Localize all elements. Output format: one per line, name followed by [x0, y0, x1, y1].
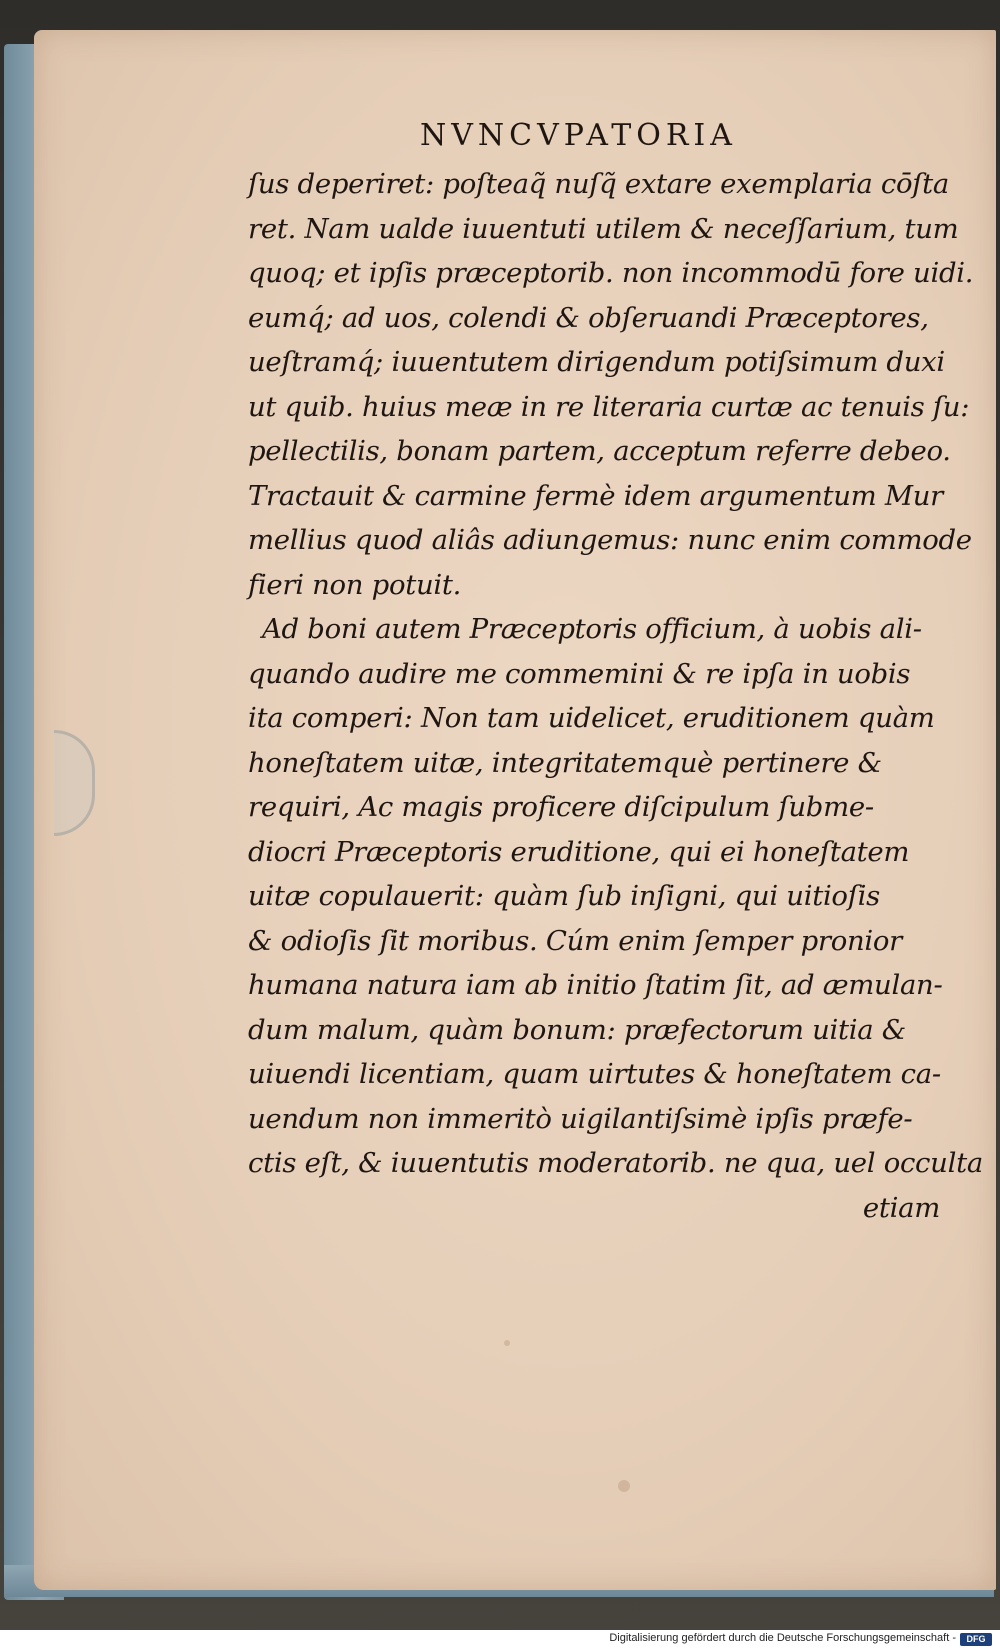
text-line: quando audire me commemini & re ipſa in uobis	[248, 657, 911, 690]
running-head: NVNCVPATORIA	[420, 118, 737, 153]
text-line: quoq; et ipſis præceptorib. non incommodū fore uidi.	[248, 257, 974, 289]
text-line: ctis eſt, & iuuentutis moderatorib. ne qua, uel occulta	[248, 1147, 983, 1179]
text-line: honeſtatem uitæ, integritatemquè pertinere &	[248, 746, 882, 779]
text-line: fieri non potuit.	[248, 568, 462, 601]
text-line: uendum non immeritò uigilantiſsimè ipſis præfe-	[248, 1102, 913, 1135]
text-line: uitæ copulauerit: quàm ſub inſigni, qui uitioſis	[248, 880, 880, 912]
clasp-ring	[54, 730, 95, 836]
text-line: ret. Nam ualde iuuentuti utilem & neceſſarium, tum	[248, 212, 959, 245]
text-line: ita comperi: Non tam uidelicet, eruditionem quàm	[248, 702, 935, 734]
text-line: Ad boni autem Præceptoris officium, à uobis ali-	[262, 613, 922, 645]
text-line: etiam	[862, 1191, 940, 1224]
text-line: mellius quod aliâs adiungemus: nunc enim commode	[248, 524, 972, 556]
text-line: uiuendi licentiam, quam uirtutes & honeſtatem ca-	[248, 1058, 941, 1090]
text-line: humana natura iam ab initio ſtatim ſit, ad æmulan-	[248, 969, 943, 1001]
text-line: ueſtramq́; iuuentutem dirigendum potiſsimum duxi	[248, 346, 945, 378]
text-line: diocri Præceptoris eruditione, qui ei honeſtatem	[248, 835, 910, 868]
text-line: eumq́; ad uos, colendi & obſeruandi Præceptores,	[248, 301, 929, 334]
foxing-spot	[618, 1480, 630, 1492]
text-line: requiri, Ac magis proficere diſcipulum ſubme-	[248, 791, 874, 823]
text-line: Tractauit & carmine fermè idem argumentum Mur	[248, 479, 943, 512]
text-line: & odioſis ſit moribus. Cúm enim ſemper pronior	[248, 924, 902, 957]
text-line: ſus deperiret: poſteaq̃ nuſq̃ extare exemplaria cōſta	[248, 168, 949, 200]
text-line: dum malum, quàm bonum: præfectorum uitia &	[248, 1013, 906, 1046]
text-line: ut quib. huius meæ in re literaria curtæ ac tenuis ſu:	[248, 390, 970, 423]
foxing-spot	[504, 1340, 510, 1346]
dfg-logo: DFG	[960, 1633, 992, 1646]
body-text	[248, 162, 983, 1230]
text-line: pellectilis, bonam partem, acceptum referre debeo.	[248, 435, 951, 467]
digitization-credit: Digitalisierung gefördert durch die Deutsche Forschungsgemeinschaft -	[609, 1632, 956, 1644]
digitization-footer	[0, 1630, 1000, 1650]
